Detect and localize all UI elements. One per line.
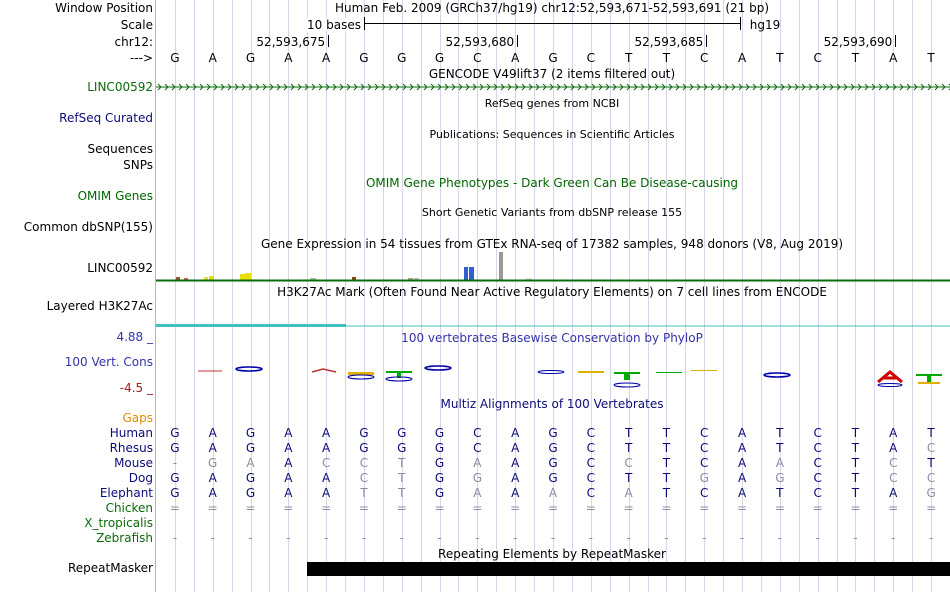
- alignment-base: T: [776, 426, 784, 440]
- alignment-base: =: [850, 501, 861, 515]
- alignment-base: =: [358, 501, 369, 515]
- alignment-base: -: [475, 531, 480, 545]
- alignment-base: C: [889, 456, 898, 470]
- alignment-base: G: [434, 456, 445, 470]
- track-label-column: [0, 0, 155, 592]
- alignment-base: A: [473, 456, 482, 470]
- alignment-base: G: [434, 441, 445, 455]
- alignment-base: A: [473, 486, 482, 500]
- alignment-base: C: [889, 471, 898, 485]
- alignment-base: A: [775, 456, 784, 470]
- species-label[interactable]: Rhesus: [109, 441, 153, 455]
- alignment-base: G: [775, 471, 785, 485]
- alignment-base: A: [737, 471, 747, 485]
- alignment-base: T: [851, 486, 860, 500]
- alignment-base: A: [737, 456, 747, 470]
- phylop-conservation[interactable]: [156, 360, 950, 390]
- coordinate-label: 52,593,690: [823, 35, 893, 49]
- alignment-base: G: [245, 486, 256, 500]
- alignment-base: -: [248, 531, 253, 545]
- alignment-base: G: [170, 426, 180, 440]
- alignment-base: -: [172, 531, 178, 545]
- alignment-base: T: [398, 471, 406, 485]
- scale-bar: [364, 23, 740, 24]
- alignment-base: G: [548, 456, 558, 470]
- alignment-base: A: [246, 456, 255, 470]
- alignment-base: T: [360, 486, 368, 500]
- label-h3k27ac[interactable]: Layered H3K27Ac: [46, 299, 153, 313]
- alignment-base: A: [737, 486, 747, 500]
- alignment-base: T: [776, 441, 784, 455]
- gtex-title: Gene Expression in 54 tissues from GTEx RNA-seq of 17382 samples, 948 donors (V8, Aug 2019): [260, 237, 844, 251]
- alignment-base: -: [588, 531, 593, 545]
- alignment-base: -: [739, 531, 745, 545]
- alignment-base: -: [399, 531, 404, 545]
- alignment-base: T: [927, 456, 935, 470]
- alignment-base: =: [245, 501, 256, 515]
- coordinate-tick: [517, 35, 518, 47]
- label-sequences[interactable]: Sequences: [87, 142, 153, 156]
- alignment-base: A: [208, 486, 217, 500]
- alignment-base: C: [586, 486, 595, 500]
- alignment-base: T: [624, 471, 633, 485]
- coordinate-label: 52,593,675: [256, 35, 326, 49]
- alignment-base: A: [322, 471, 331, 485]
- label-cons-min: -4.5 _: [119, 381, 153, 395]
- reference-base: A: [322, 51, 331, 65]
- species-label[interactable]: Human: [109, 426, 153, 440]
- alignment-base: G: [397, 441, 407, 455]
- species-label[interactable]: Dog: [128, 471, 153, 485]
- alignment-base: A: [322, 441, 331, 455]
- alignment-base: =: [774, 501, 785, 515]
- alignment-base: -: [361, 531, 367, 545]
- alignment-base: A: [624, 486, 633, 500]
- alignment-base: G: [699, 471, 709, 485]
- alignment-base: G: [359, 441, 369, 455]
- alignment-base: A: [208, 441, 217, 455]
- reference-base: A: [737, 51, 747, 65]
- alignment-base: A: [322, 426, 331, 440]
- alignment-base: G: [926, 486, 936, 500]
- label-refseq[interactable]: RefSeq Curated: [59, 111, 153, 125]
- label-cons-max: 4.88 _: [116, 330, 153, 344]
- reference-base: A: [284, 51, 293, 65]
- label-gencode[interactable]: LINC00592: [87, 80, 153, 94]
- alignment-base: -: [777, 531, 783, 545]
- alignment-base: C: [586, 426, 595, 440]
- label-gaps[interactable]: Gaps: [122, 411, 153, 425]
- reference-base: A: [511, 51, 520, 65]
- scale-bar-right-tick: [740, 17, 741, 30]
- alignment-base: -: [210, 531, 215, 545]
- alignment-base: -: [702, 531, 707, 545]
- gencode-title: GENCODE V49lift37 (2 items filtered out): [428, 67, 676, 81]
- alignment-base: C: [813, 486, 822, 500]
- reference-base: A: [889, 51, 898, 65]
- alignment-base: C: [926, 441, 936, 455]
- alignment-base: -: [853, 531, 858, 545]
- alignment-base: C: [586, 441, 595, 455]
- alignment-base: C: [359, 456, 369, 470]
- coordinate-tick: [895, 35, 896, 47]
- label-repeatmasker[interactable]: RepeatMasker: [67, 561, 153, 575]
- alignment-base: G: [245, 441, 256, 455]
- alignment-base: G: [245, 471, 256, 485]
- alignment-base: -: [172, 456, 178, 470]
- reference-base: T: [927, 51, 935, 65]
- label-cons[interactable]: 100 Vert. Cons: [64, 355, 153, 369]
- alignment-base: =: [321, 501, 332, 515]
- h3k27ac-signal[interactable]: [156, 320, 950, 330]
- label-dbsnp[interactable]: Common dbSNP(155): [23, 220, 153, 234]
- alignment-base: G: [397, 426, 407, 440]
- alignment-base: -: [323, 531, 329, 545]
- alignment-base: T: [776, 486, 784, 500]
- alignment-base: G: [434, 486, 445, 500]
- alignment-base: T: [398, 486, 406, 500]
- alignment-base: G: [548, 441, 558, 455]
- reference-base: G: [397, 51, 407, 65]
- reference-base: T: [624, 51, 633, 65]
- coordinate-tick: [328, 35, 329, 47]
- alignment-base: A: [511, 441, 520, 455]
- alignment-base: A: [284, 471, 293, 485]
- alignment-base: G: [245, 426, 256, 440]
- alignment-base: A: [511, 486, 520, 500]
- alignment-base: A: [322, 486, 331, 500]
- alignment-base: =: [472, 501, 483, 515]
- alignment-base: C: [700, 456, 709, 470]
- alignment-base: C: [700, 441, 709, 455]
- alignment-base: C: [321, 456, 331, 470]
- track-display[interactable]: [156, 0, 950, 592]
- alignment-base: =: [661, 501, 672, 515]
- omim-title: OMIM Gene Phenotypes - Dark Green Can Be Disease-causing: [365, 176, 739, 190]
- alignment-base: =: [926, 501, 937, 515]
- alignment-base: -: [550, 531, 556, 545]
- alignment-base: =: [169, 501, 180, 515]
- alignment-base: A: [889, 486, 898, 500]
- reference-base: G: [548, 51, 558, 65]
- alignment-base: -: [928, 531, 934, 545]
- multiz-title: Multiz Alignments of 100 Vertebrates: [440, 397, 664, 411]
- reference-base: T: [662, 51, 671, 65]
- species-label[interactable]: Chicken: [105, 501, 153, 515]
- label-gtex[interactable]: LINC00592: [87, 261, 153, 275]
- alignment-base: C: [813, 426, 822, 440]
- alignment-base: -: [286, 531, 291, 545]
- alignment-base: C: [473, 426, 482, 440]
- alignment-base: C: [813, 456, 822, 470]
- alignment-base: C: [624, 456, 633, 470]
- alignment-base: G: [170, 486, 180, 500]
- label-window-position: Window Position: [55, 1, 153, 15]
- alignment-base: T: [662, 471, 671, 485]
- alignment-base: =: [396, 501, 407, 515]
- alignment-base: A: [737, 426, 747, 440]
- window-position-text: Human Feb. 2009 (GRCh37/hg19) chr12:52,593,671-52,593,691 (21 bp): [334, 1, 770, 15]
- reference-base: G: [245, 51, 256, 65]
- alignment-base: A: [284, 486, 293, 500]
- alignment-base: A: [511, 426, 520, 440]
- reference-base: C: [813, 51, 822, 65]
- alignment-base: A: [208, 471, 217, 485]
- alignment-base: C: [586, 471, 595, 485]
- label-scale: Scale: [120, 18, 153, 32]
- reference-base: G: [359, 51, 369, 65]
- alignment-base: -: [513, 531, 518, 545]
- species-label[interactable]: Zebrafish: [96, 531, 153, 545]
- alignment-base: T: [851, 471, 860, 485]
- species-label[interactable]: Mouse: [114, 456, 153, 470]
- alignment-base: G: [548, 471, 558, 485]
- phylop-title: 100 vertebrates Basewise Conservation by PhyloP: [401, 331, 703, 345]
- alignment-base: =: [699, 501, 710, 515]
- alignment-base: C: [359, 471, 369, 485]
- alignment-base: A: [889, 426, 898, 440]
- alignment-base: =: [812, 501, 823, 515]
- alignment-base: A: [284, 441, 293, 455]
- alignment-base: T: [624, 441, 633, 455]
- alignment-base: =: [207, 501, 218, 515]
- reference-base: C: [586, 51, 595, 65]
- alignment-base: -: [626, 531, 631, 545]
- reference-base: A: [208, 51, 217, 65]
- alignment-base: C: [586, 456, 595, 470]
- alignment-base: =: [547, 501, 559, 515]
- alignment-base: T: [851, 456, 860, 470]
- alignment-base: A: [511, 471, 520, 485]
- reference-base: G: [434, 51, 445, 65]
- alignment-base: T: [624, 426, 633, 440]
- alignment-base: C: [700, 486, 709, 500]
- alignment-base: T: [851, 426, 860, 440]
- alignment-base: T: [927, 426, 935, 440]
- repeatmasker-element[interactable]: [307, 562, 950, 576]
- refseq-title: RefSeq genes from NCBI: [484, 97, 620, 110]
- assembly-label: hg19: [749, 18, 781, 32]
- alignment-base: C: [473, 441, 482, 455]
- gtex-bar-chart[interactable]: [156, 250, 950, 282]
- species-label[interactable]: Elephant: [99, 486, 153, 500]
- alignment-base: =: [434, 501, 445, 515]
- alignment-base: C: [813, 441, 822, 455]
- alignment-base: -: [815, 531, 820, 545]
- alignment-base: T: [851, 441, 860, 455]
- dbsnp-title: Short Genetic Variants from dbSNP release 155: [421, 206, 683, 219]
- alignment-base: A: [208, 426, 217, 440]
- reference-base: G: [170, 51, 180, 65]
- alignment-base: =: [510, 501, 521, 515]
- reference-base: C: [473, 51, 482, 65]
- label-chrom: chr12:: [114, 35, 153, 49]
- label-strand: --->: [129, 51, 153, 65]
- coordinate-tick: [706, 35, 707, 47]
- alignment-base: A: [737, 441, 747, 455]
- alignment-base: -: [891, 531, 896, 545]
- alignment-base: -: [437, 531, 442, 545]
- alignment-base: =: [283, 501, 294, 515]
- alignment-base: A: [889, 441, 898, 455]
- alignment-base: =: [888, 501, 899, 515]
- alignment-base: T: [662, 426, 671, 440]
- alignment-base: C: [813, 471, 822, 485]
- alignment-base: C: [926, 471, 936, 485]
- reference-base: T: [851, 51, 860, 65]
- label-snps[interactable]: SNPs: [123, 158, 153, 172]
- repeatmasker-title: Repeating Elements by RepeatMasker: [438, 547, 666, 561]
- alignment-base: G: [208, 456, 218, 470]
- alignment-base: T: [662, 456, 671, 470]
- h3k27ac-title: H3K27Ac Mark (Often Found Near Active Regulatory Elements) on 7 cell lines from ENCODE: [277, 285, 827, 299]
- alignment-base: G: [170, 471, 180, 485]
- alignment-base: G: [434, 471, 445, 485]
- alignment-base: -: [664, 531, 669, 545]
- alignment-base: A: [511, 456, 520, 470]
- alignment-base: A: [284, 456, 293, 470]
- alignment-base: T: [662, 441, 671, 455]
- alignment-base: =: [623, 501, 634, 515]
- publications-title: Publications: Sequences in Scientific Articles: [429, 128, 675, 141]
- alignment-base: G: [434, 426, 445, 440]
- alignment-base: T: [662, 486, 671, 500]
- alignment-base: G: [359, 426, 369, 440]
- alignment-base: G: [472, 471, 483, 485]
- alignment-base: G: [170, 441, 180, 455]
- label-omim[interactable]: OMIM Genes: [77, 189, 153, 203]
- coordinate-label: 52,593,685: [634, 35, 704, 49]
- coordinate-label: 52,593,680: [445, 35, 515, 49]
- alignment-base: =: [585, 501, 596, 515]
- alignment-base: A: [284, 426, 293, 440]
- alignment-base: =: [737, 501, 748, 515]
- alignment-base: G: [548, 426, 558, 440]
- alignment-base: A: [548, 486, 558, 500]
- reference-base: C: [700, 51, 709, 65]
- reference-base: T: [776, 51, 784, 65]
- gencode-transcript[interactable]: [156, 81, 950, 93]
- scale-text: 10 bases: [307, 18, 361, 32]
- species-label[interactable]: X_tropicalis: [84, 516, 153, 530]
- alignment-base: C: [700, 426, 709, 440]
- alignment-base: T: [398, 456, 406, 470]
